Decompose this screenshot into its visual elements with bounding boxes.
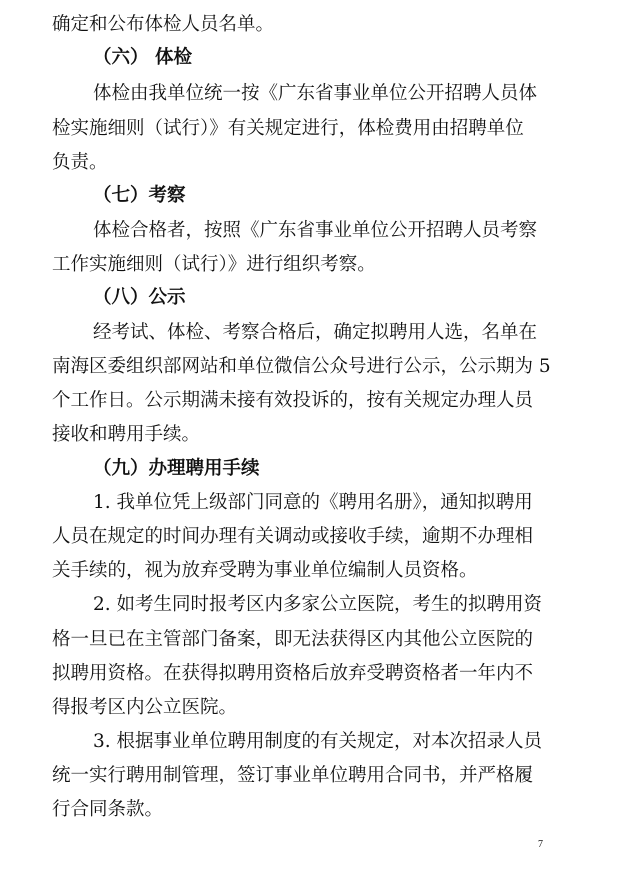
text-line: 体检由我单位统一按《广东省事业单位公开招聘人员体 [93,83,538,104]
text-line: 工作实施细则（试行）》进行组织考察。 [52,254,376,275]
text-line: 南海区委组织部网站和单位微信公众号进行公示，公示期为 5 [52,356,551,377]
text-line: 接收和聘用手续。 [52,424,201,445]
text-line: 1. 我单位凭上级部门同意的《聘用名册》，通知拟聘用 [93,492,533,513]
text-line: 人员在规定的时间办理有关调动或接收手续，逾期不办理相 [52,526,534,547]
text-line: 统一实行聘用制管理，签订事业单位聘用合同书，并严格履 [52,765,534,786]
page-number: 7 [538,839,543,850]
text-line: 确定和公布体检人员名单。 [52,14,275,35]
text-line: 个工作日。公示期满未接有效投诉的，按有关规定办理人员 [52,390,534,411]
text-line: 行合同条款。 [52,799,164,820]
section-heading-employment-procedures: （九）办理聘用手续 [93,458,260,479]
text-line: 拟聘用资格。在获得拟聘用资格后放弃受聘资格者一年内不 [52,663,534,684]
text-line: 负责。 [52,152,108,173]
text-line: 经考试、体检、考察合格后，确定拟聘用人选，名单在 [93,322,538,343]
text-line: 3. 根据事业单位聘用制度的有关规定，对本次招录人员 [93,731,543,752]
text-line: 体检合格者，按照《广东省事业单位公开招聘人员考察 [93,220,538,241]
text-line: 2. 如考生同时报考区内多家公立医院，考生的拟聘用资 [93,594,543,615]
section-heading-publicity: （八）公示 [93,287,186,308]
text-line: 得报考区内公立医院。 [52,697,238,718]
text-line: 检实施细则（试行）》有关规定进行，体检费用由招聘单位 [52,118,524,139]
section-heading-physical-exam: （六） 体检 [93,47,192,68]
text-line: 格一旦已在主管部门备案，即无法获得区内其他公立医院的 [52,629,534,650]
text-line: 关手续的，视为放弃受聘为事业单位编制人员资格。 [52,560,478,581]
section-heading-inspection: （七）考察 [93,185,186,206]
